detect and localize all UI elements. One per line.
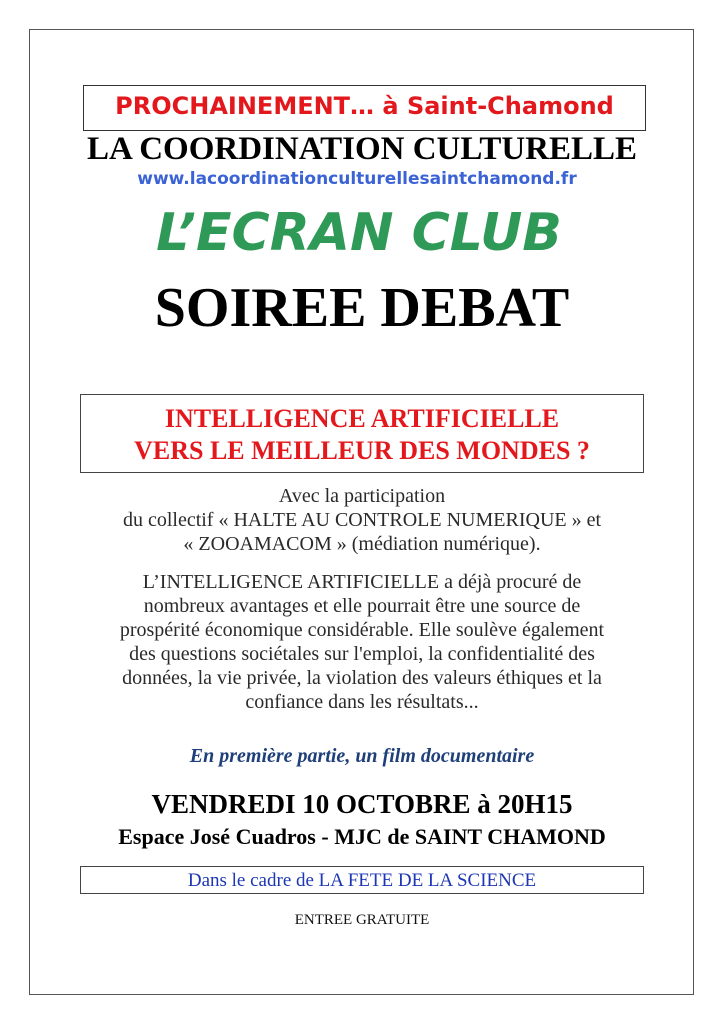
event-type-title: SOIREE DEBAT [154, 277, 570, 339]
event-date: VENDREDI 10 OCTOBRE à 20H15 [151, 789, 573, 819]
organization-title: LA COORDINATION CULTURELLE [86, 131, 638, 167]
context-box [80, 866, 644, 894]
participation-line: du collectif « HALTE AU CONTROLE NUMERIQUE » et [122, 509, 602, 531]
prelude-text: En première partie, un film documentaire [189, 745, 535, 767]
topic-line-1: INTELLIGENCE ARTIFICIELLE [164, 404, 560, 433]
participation-line: Avec la participation [278, 485, 446, 507]
description-line: nombreux avantages et elle pourrait être une source de [143, 595, 581, 617]
entry-info: ENTREE GRATUITE [294, 912, 430, 928]
description-line: données, la vie privée, la violation des valeurs éthiques et la [122, 667, 602, 689]
event-venue: Espace José Cuadros - MJC de SAINT CHAMOND [118, 824, 606, 849]
announcement-text: PROCHAINEMENT… à Saint-Chamond [115, 92, 614, 120]
website-link[interactable]: www.lacoordinationculturellesaintchamond.fr [137, 169, 577, 189]
topic-line-2: VERS LE MEILLEUR DES MONDES ? [134, 436, 590, 465]
description-line: prospérité économique considérable. Elle soulève également [119, 619, 605, 641]
topic-box [80, 394, 644, 473]
description-line: confiance dans les résultats... [245, 691, 479, 713]
announcement-box [83, 85, 646, 131]
club-title: L’ECRAN CLUB [156, 203, 562, 263]
context-text: Dans le cadre de LA FETE DE LA SCIENCE [187, 870, 537, 891]
participation-line: « ZOOAMACOM » (médiation numérique). [183, 533, 541, 555]
description-line: des questions sociétales sur l'emploi, la confidentialité des [129, 643, 595, 665]
description-block [0, 570, 724, 714]
participation-block [0, 484, 724, 556]
description-line: L’INTELLIGENCE ARTIFICIELLE a déjà procuré de [142, 571, 582, 593]
